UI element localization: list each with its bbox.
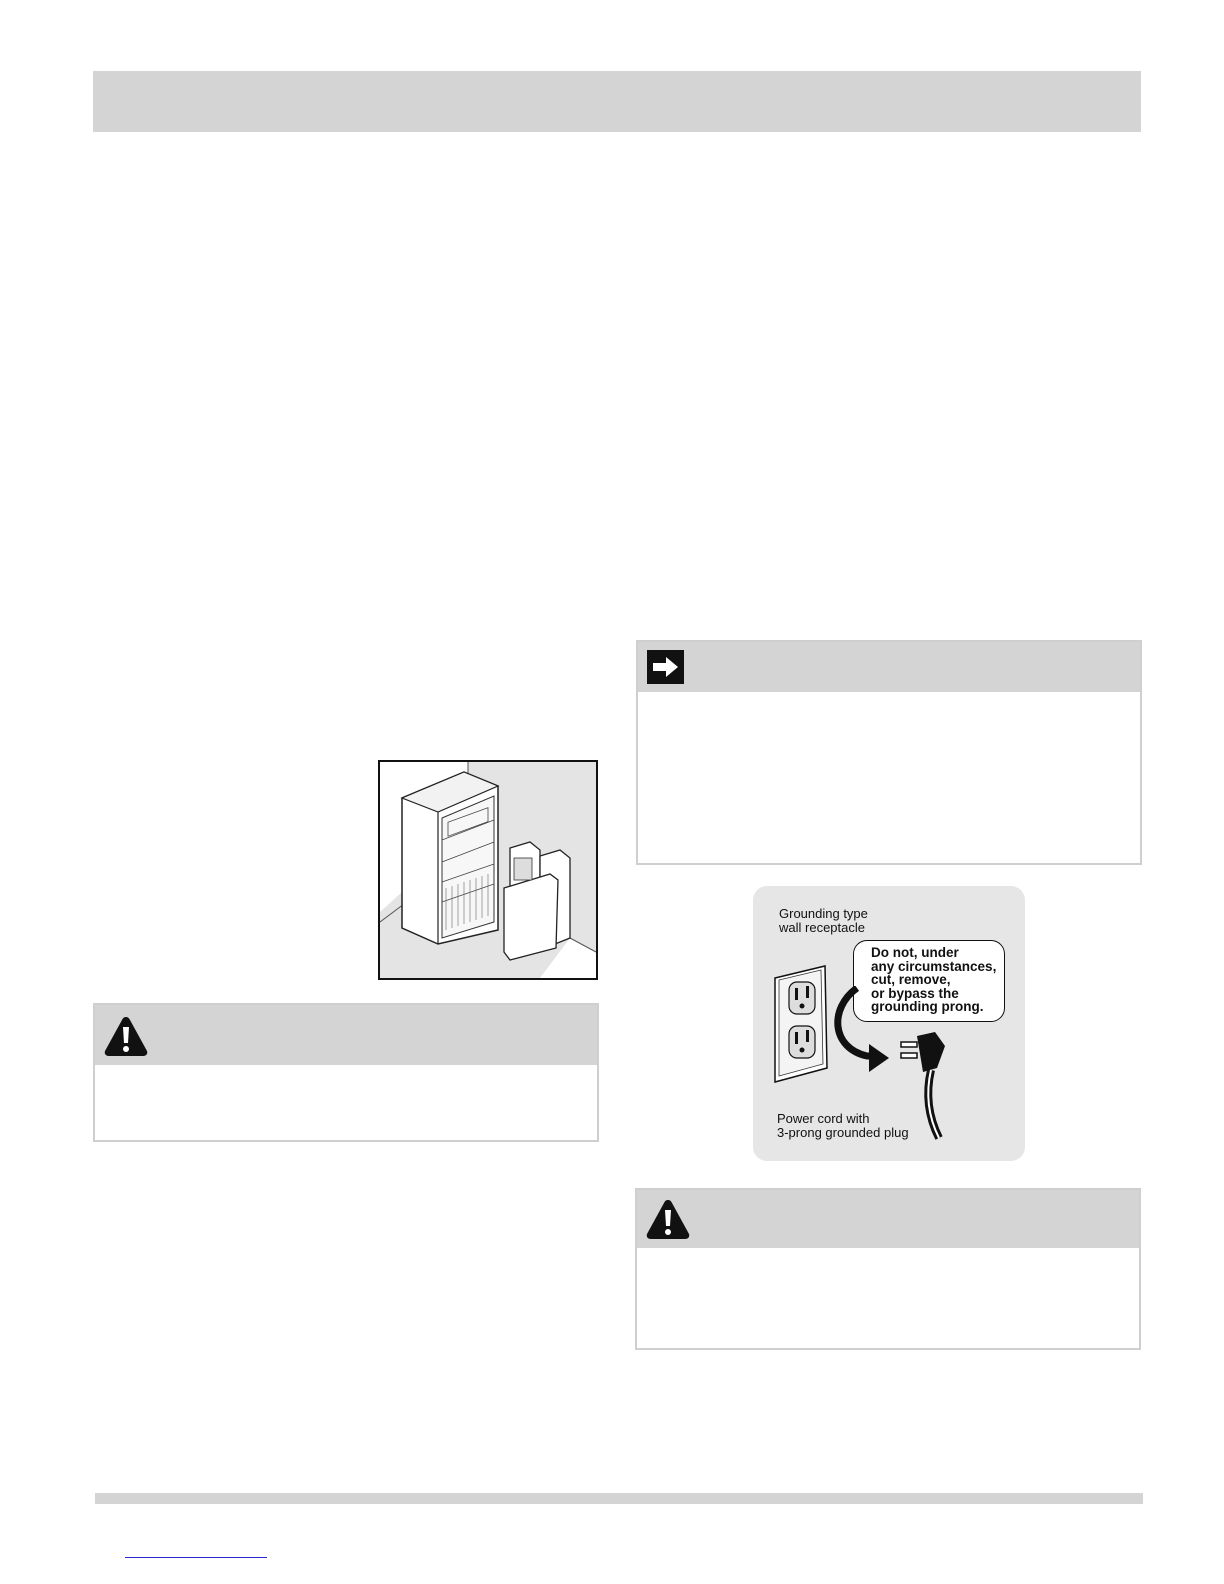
grounding-figure [753, 886, 1025, 1161]
header-band [93, 71, 1141, 132]
footer-link-underline[interactable] [125, 1557, 267, 1558]
warning-box-right [635, 1188, 1141, 1350]
receptacle-label: Grounding type wall receptacle [779, 906, 868, 935]
refrigerator-illustration [378, 760, 598, 980]
refrigerator-drawing [380, 762, 596, 978]
footer-band [95, 1493, 1143, 1504]
exclamation-triangle-icon [103, 1015, 149, 1057]
warning-box-header [637, 1190, 1139, 1248]
note-box [636, 640, 1142, 865]
warning-box-header [95, 1005, 597, 1065]
plug-label: Power cord with 3-prong grounded plug [777, 1111, 909, 1140]
callout-warning-text: Do not, under any circumstances, cut, remove, or bypass the grounding prong. [871, 945, 997, 1014]
exclamation-triangle-icon [645, 1198, 691, 1240]
warning-box-left [93, 1003, 599, 1142]
wall-receptacle-drawing [771, 964, 833, 1086]
note-box-header [638, 642, 1140, 692]
arrow-right-icon [647, 650, 684, 684]
